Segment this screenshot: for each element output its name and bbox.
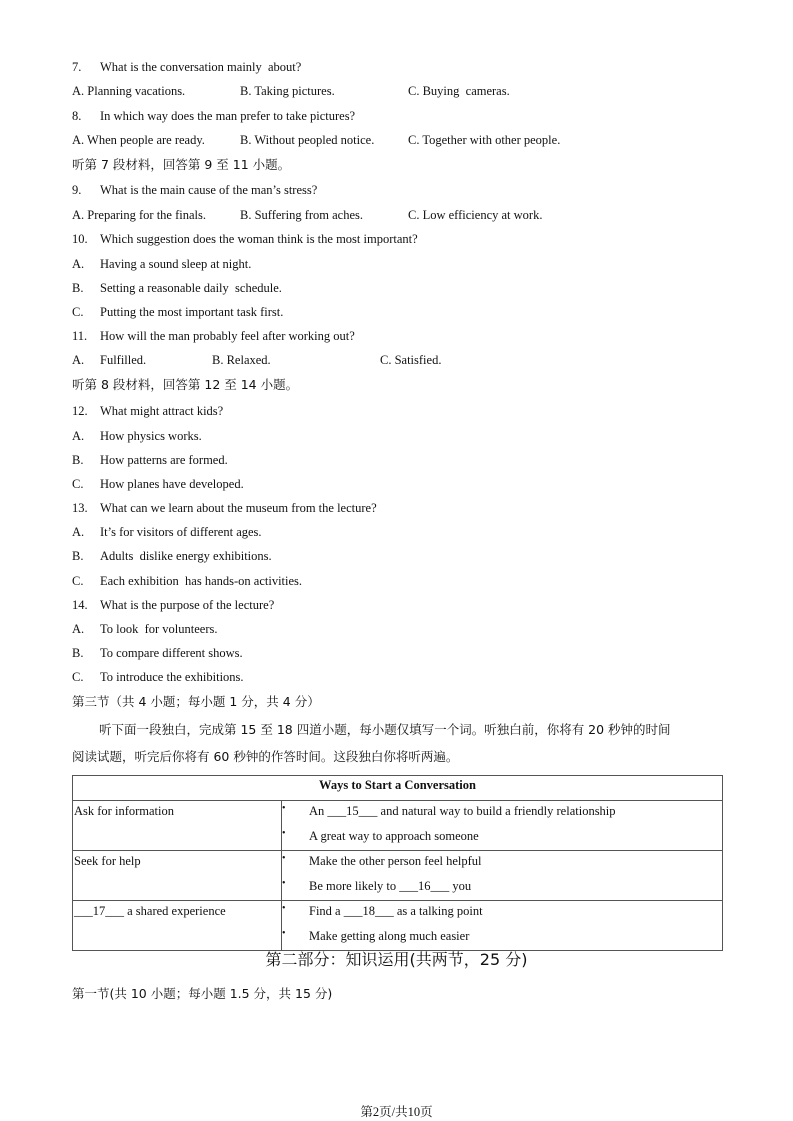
question-7: 7. What is the conversation mainly about? — [72, 60, 302, 74]
section-3-instruction-2: 阅读试题，听完后你将有 60 秒钟的作答时间。这段独白你将听两遍。 — [72, 749, 459, 764]
option-13a: A. It’s for visitors of different ages. — [72, 525, 262, 539]
option-13c: C. Each exhibition has hands-on activities. — [72, 574, 303, 588]
table-row — [73, 901, 723, 951]
option-14b: B. To compare different shows. — [72, 646, 243, 660]
page-number: 第2页/共10页 — [360, 1105, 433, 1119]
option-12b: B. How patterns are formed. — [72, 453, 228, 467]
option-9a: A. Preparing for the finals. — [72, 208, 206, 222]
option-12a: A. How physics works. — [72, 429, 202, 443]
section-3-title: 第三节（共 4 小题；每小题 1 分，共 4 分） — [72, 694, 320, 709]
option-13b: B. Adults dislike energy exhibitions. — [72, 549, 272, 563]
table-row-bullets — [282, 851, 723, 901]
table-row — [73, 851, 723, 901]
table-row-label: Seek for help — [73, 851, 282, 901]
list-item: • Find a ___18___ as a talking point — [282, 903, 483, 918]
option-8b: B. Without peopled notice. — [240, 133, 375, 147]
option-7c: C. Buying cameras. — [408, 84, 510, 98]
option-7b: B. Taking pictures. — [240, 84, 335, 98]
question-14: 14. What is the purpose of the lecture? — [72, 598, 275, 612]
list-item: • An ___15___ and natural way to build a friendly relationship — [282, 803, 616, 818]
table-title: Ways to Start a Conversation — [73, 776, 723, 801]
part-2-title: 第二部分：知识运用(共两节，25 分) — [265, 950, 528, 969]
list-item: • Be more likely to ___16___ you — [282, 877, 472, 893]
option-7a: A. Planning vacations. — [72, 84, 186, 98]
table-row — [73, 801, 723, 851]
list-item: • Make getting along much easier — [282, 927, 470, 943]
section-7-heading: 听第 7 段材料，回答第 9 至 11 小题。 — [72, 157, 291, 172]
question-11: 11. How will the man probably feel after working out? — [72, 329, 355, 343]
option-10a: A. Having a sound sleep at night. — [72, 257, 252, 271]
list-item: • Make the other person feel helpful — [282, 853, 482, 868]
option-9b: B. Suffering from aches. — [240, 208, 364, 222]
option-10b: B. Setting a reasonable daily schedule. — [72, 281, 282, 295]
option-14a: A. To look for volunteers. — [72, 622, 218, 636]
section-3-instruction-1: 听下面一段独白，完成第 15 至 18 四道小题，每小题仅填写一个词。听独白前，你将有 20 秒钟的时间 — [99, 722, 671, 737]
question-10: 10. Which suggestion does the woman think is the most important? — [72, 232, 418, 246]
table-row-bullets — [282, 901, 723, 951]
list-item: • A great way to approach someone — [282, 827, 479, 843]
question-12: 12. What might attract kids? — [72, 404, 224, 418]
option-9c: C. Low efficiency at work. — [408, 208, 543, 222]
table-row-label: ___17___ a shared experience — [73, 901, 282, 951]
option-8a: A. When people are ready. — [72, 133, 205, 147]
option-11b: B. Relaxed. — [212, 353, 271, 367]
option-12c: C. How planes have developed. — [72, 477, 244, 491]
option-11c: C. Satisfied. — [380, 353, 442, 367]
option-14c: C. To introduce the exhibitions. — [72, 670, 244, 684]
question-9: 9. What is the main cause of the man’s stress? — [72, 183, 318, 197]
part-2-section-1-title: 第一节(共 10 小题；每小题 1.5 分，共 15 分) — [72, 986, 333, 1001]
table-row-label: Ask for information — [73, 801, 282, 851]
question-13: 13. What can we learn about the museum from the lecture? — [72, 501, 377, 515]
table-row-bullets — [282, 801, 723, 851]
option-10c: C. Putting the most important task first. — [72, 305, 284, 319]
option-8c: C. Together with other people. — [408, 133, 561, 147]
section-8-heading: 听第 8 段材料，回答第 12 至 14 小题。 — [72, 377, 299, 392]
option-11a: A. Fulfilled. — [72, 353, 147, 367]
conversation-table — [72, 775, 723, 951]
question-8: 8. In which way does the man prefer to take pictures? — [72, 109, 356, 123]
